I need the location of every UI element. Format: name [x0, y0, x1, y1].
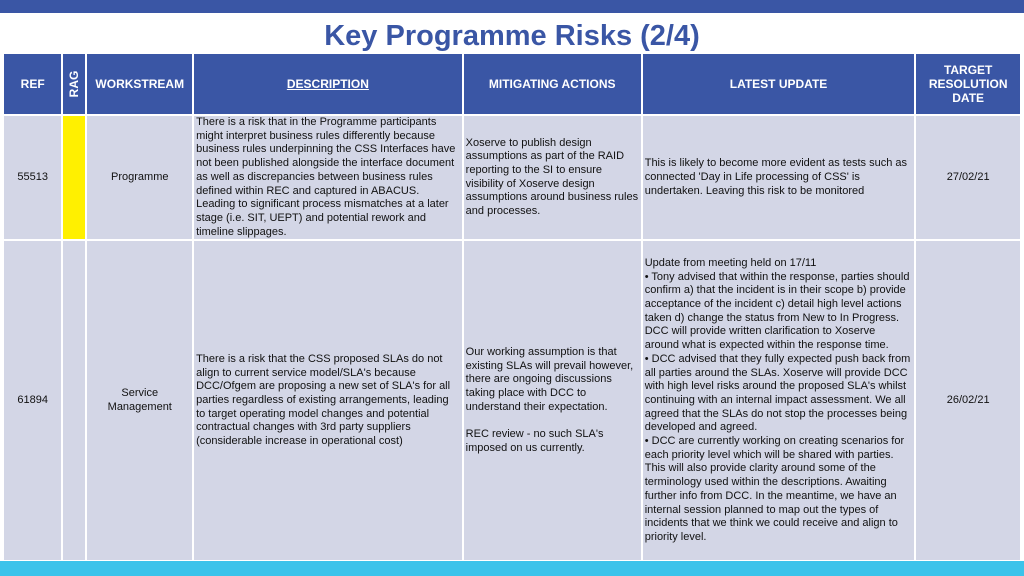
cell-target-date: 26/02/21: [916, 241, 1020, 560]
cell-rag-status: [63, 116, 85, 239]
mitigating-paragraph: Xoserve to publish design assumptions as part of the RAID reporting to the SI to ensure visibility of Xoserve design assumptions around business rules and processes.: [465, 136, 639, 218]
header-description: [194, 54, 462, 114]
header-mitigating-actions: MITIGATING ACTIONS: [464, 54, 641, 114]
cell-mitigating-actions: [464, 116, 641, 239]
cell-description: There is a risk that in the Programme participants might interpret business rules differently because business rules underpinning the CSS Interfaces have not been published alongside the interface document as well as discrepancies between business rules defined within REC and captured in ABACUS. Leading to significant process mismatches at a later stage (i.e. SIT, UEPT) and potential rework and timeline slippages.: [194, 116, 462, 239]
update-paragraph: • DCC are currently working on creating scenarios for each priority level which will be shared with parties. This will also provide clarity around some of the terminology used within the descriptions. Awaiting further info from DCC. In the meantime, we have an internal session planned to map out the types of incidents that we think we could receive and align to priority level.: [644, 435, 905, 543]
cell-mitigating-actions: [464, 241, 641, 560]
header-row: [4, 54, 1020, 114]
cell-rag-status: [63, 241, 85, 560]
cell-ref: 61894: [4, 241, 61, 560]
cell-latest-update: [643, 116, 915, 239]
risks-table: [2, 52, 1022, 562]
header-latest-update: LATEST UPDATE: [643, 54, 915, 114]
cell-workstream: Service Management: [87, 241, 192, 560]
mitigating-paragraph: REC review - no such SLA's imposed on us currently.: [465, 428, 604, 455]
top-accent-band: [0, 0, 1024, 13]
header-target-date: TARGET RESOLUTION DATE: [916, 54, 1020, 114]
update-paragraph: • DCC advised that they fully expected push back from all parties around the SLAs. Xoserve will provide DCC with high level risks around the proposed SLA's whilst continuing with an internal impact assessment. We all agreed that the SLAs do not stop the processes being developed and agreed.: [644, 352, 911, 434]
header-ref: REF: [4, 54, 61, 114]
bottom-accent-band: [0, 561, 1024, 576]
header-rag: [63, 54, 85, 114]
table-row: [4, 241, 1020, 560]
mitigating-paragraph: Our working assumption is that existing SLAs will prevail however, there are ongoing discussions taking place with DCC to understand their expectation.: [465, 345, 634, 413]
cell-target-date: 27/02/21: [916, 116, 1020, 239]
cell-ref: 55513: [4, 116, 61, 239]
cell-latest-update: [643, 241, 915, 560]
page-title: Key Programme Risks (2/4): [324, 20, 700, 52]
update-paragraph: • Tony advised that within the response, parties should confirm a) that the incident is in their scope b) provide acceptance of the incident c) detail high level actions taken d) change the status from New to In Progress. DCC will provide written clarification to Xoserve around what is expected within the response time.: [644, 270, 910, 352]
cell-workstream: Programme: [87, 116, 192, 239]
header-rag-label: RAG: [67, 70, 82, 98]
table-row: [4, 116, 1020, 239]
header-workstream: WORKSTREAM: [87, 54, 192, 114]
cell-description: There is a risk that the CSS proposed SLAs do not align to current service model/SLA's because DCC/Ofgem are proposing a new set of SLA's for all parties regardless of existing arrangements, leading to target operating model changes and potential contractual changes with 3rd party suppliers (considerable increase in operational cost): [194, 241, 462, 560]
update-paragraph: Update from meeting held on 17/11: [644, 256, 817, 269]
paragraph-spacer: [466, 414, 639, 428]
update-paragraph: This is likely to become more evident as tests such as connected 'Day in Life processing of CSS' is undertaken. Leaving this risk to be monitored: [644, 157, 907, 197]
header-description-label: DESCRIPTION: [286, 77, 369, 91]
